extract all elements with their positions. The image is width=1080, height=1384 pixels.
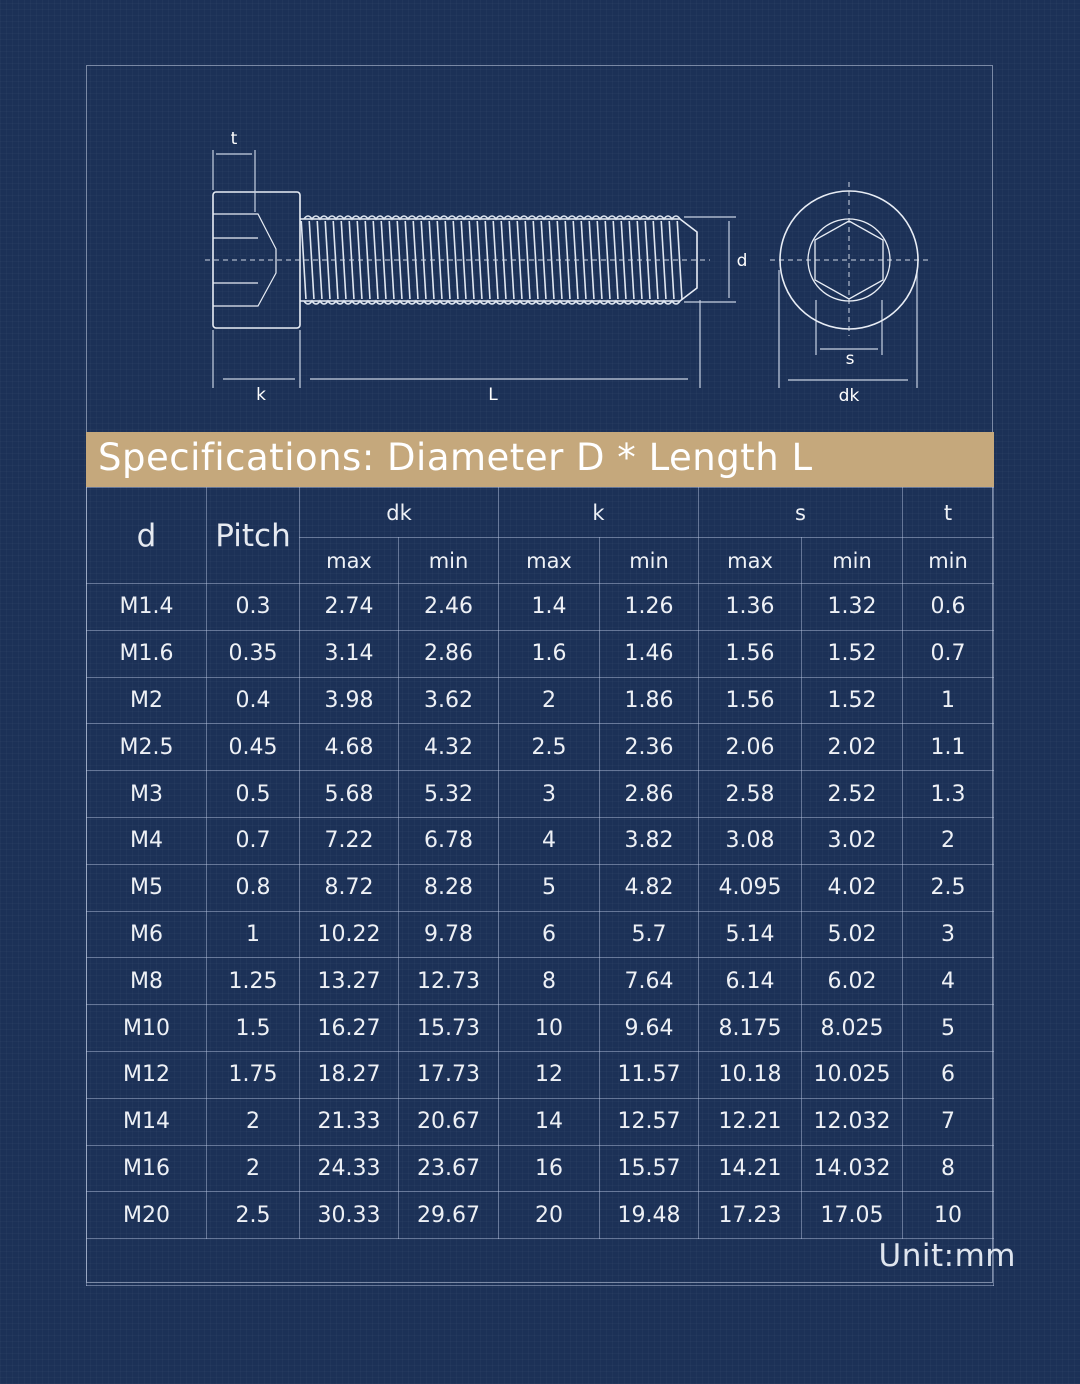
cell-pitch: 2.5 — [207, 1192, 300, 1239]
cell-t-min: 3 — [903, 911, 994, 958]
header-k-min: min — [600, 538, 699, 584]
table-row — [87, 911, 994, 958]
cell-t-min: 5 — [903, 1005, 994, 1052]
cell-k-min: 7.64 — [600, 958, 699, 1005]
cell-pitch: 0.45 — [207, 724, 300, 771]
table-row — [87, 1098, 994, 1145]
cell-d: M14 — [87, 1098, 207, 1145]
cell-dk-max: 24.33 — [300, 1145, 399, 1192]
cell-k-max: 1.4 — [499, 584, 600, 631]
cell-d: M1.4 — [87, 584, 207, 631]
cell-dk-min: 8.28 — [399, 864, 499, 911]
header-t: t — [903, 488, 994, 538]
cell-d: M2 — [87, 677, 207, 724]
header-s-min: min — [802, 538, 903, 584]
header-d: d — [87, 488, 207, 584]
cell-s-max: 6.14 — [699, 958, 802, 1005]
cell-s-max: 3.08 — [699, 817, 802, 864]
cell-d: M2.5 — [87, 724, 207, 771]
cell-s-min: 6.02 — [802, 958, 903, 1005]
cell-t-min: 1 — [903, 677, 994, 724]
cell-k-min: 4.82 — [600, 864, 699, 911]
table-row — [87, 630, 994, 677]
cell-s-min: 2.52 — [802, 771, 903, 818]
cell-s-max: 5.14 — [699, 911, 802, 958]
cell-t-min: 2.5 — [903, 864, 994, 911]
cell-dk-min: 23.67 — [399, 1145, 499, 1192]
cell-s-min: 1.52 — [802, 677, 903, 724]
cell-s-min: 1.32 — [802, 584, 903, 631]
cell-pitch: 0.5 — [207, 771, 300, 818]
cell-d: M8 — [87, 958, 207, 1005]
cell-d: M5 — [87, 864, 207, 911]
cell-dk-max: 4.68 — [300, 724, 399, 771]
cell-t-min: 8 — [903, 1145, 994, 1192]
cell-dk-max: 21.33 — [300, 1098, 399, 1145]
cell-dk-min: 9.78 — [399, 911, 499, 958]
cell-dk-min: 2.46 — [399, 584, 499, 631]
table-row — [87, 864, 994, 911]
cell-s-min: 12.032 — [802, 1098, 903, 1145]
cell-k-min: 2.36 — [600, 724, 699, 771]
cell-pitch: 0.4 — [207, 677, 300, 724]
cell-dk-max: 10.22 — [300, 911, 399, 958]
cell-t-min: 6 — [903, 1051, 994, 1098]
cell-dk-min: 4.32 — [399, 724, 499, 771]
table-row — [87, 958, 994, 1005]
cell-s-max: 2.06 — [699, 724, 802, 771]
label-t: t — [230, 129, 238, 149]
cell-dk-max: 30.33 — [300, 1192, 399, 1239]
cell-pitch: 0.35 — [207, 630, 300, 677]
header-s: s — [699, 488, 903, 538]
cell-dk-min: 5.32 — [399, 771, 499, 818]
table-row — [87, 1192, 994, 1239]
table-row — [87, 817, 994, 864]
cell-s-min: 10.025 — [802, 1051, 903, 1098]
cell-s-max: 14.21 — [699, 1145, 802, 1192]
cell-d: M6 — [87, 911, 207, 958]
cell-s-min: 5.02 — [802, 911, 903, 958]
cell-s-max: 1.56 — [699, 677, 802, 724]
header-dk-max: max — [300, 538, 399, 584]
cell-d: M20 — [87, 1192, 207, 1239]
cell-k-max: 8 — [499, 958, 600, 1005]
cell-k-max: 6 — [499, 911, 600, 958]
cell-t-min: 10 — [903, 1192, 994, 1239]
cell-t-min: 0.7 — [903, 630, 994, 677]
cell-k-max: 2.5 — [499, 724, 600, 771]
cell-pitch: 1 — [207, 911, 300, 958]
cell-pitch: 0.3 — [207, 584, 300, 631]
header-pitch: Pitch — [207, 488, 300, 584]
cell-pitch: 1.25 — [207, 958, 300, 1005]
cell-k-min: 12.57 — [600, 1098, 699, 1145]
cell-s-max: 17.23 — [699, 1192, 802, 1239]
table-row — [87, 771, 994, 818]
cell-k-min: 3.82 — [600, 817, 699, 864]
header-k: k — [499, 488, 699, 538]
table-row — [87, 1145, 994, 1192]
cell-dk-max: 2.74 — [300, 584, 399, 631]
cell-k-max: 14 — [499, 1098, 600, 1145]
header-t-min: min — [903, 538, 994, 584]
cell-t-min: 4 — [903, 958, 994, 1005]
cell-s-max: 10.18 — [699, 1051, 802, 1098]
cell-pitch: 2 — [207, 1145, 300, 1192]
spec-table — [86, 487, 994, 1286]
table-row — [87, 724, 994, 771]
cell-s-max: 4.095 — [699, 864, 802, 911]
cell-pitch: 2 — [207, 1098, 300, 1145]
cell-s-max: 12.21 — [699, 1098, 802, 1145]
banner-title: Specifications: Diameter D * Length L — [98, 436, 813, 479]
label-L: L — [488, 385, 498, 405]
cell-k-max: 4 — [499, 817, 600, 864]
cell-pitch: 0.7 — [207, 817, 300, 864]
cell-s-min: 4.02 — [802, 864, 903, 911]
cell-dk-max: 5.68 — [300, 771, 399, 818]
cell-k-max: 2 — [499, 677, 600, 724]
table-row — [87, 1005, 994, 1052]
header-k-max: max — [499, 538, 600, 584]
cell-k-max: 10 — [499, 1005, 600, 1052]
cell-t-min: 7 — [903, 1098, 994, 1145]
cell-s-min: 8.025 — [802, 1005, 903, 1052]
cell-k-min: 1.86 — [600, 677, 699, 724]
cell-d: M10 — [87, 1005, 207, 1052]
label-s: s — [845, 349, 855, 369]
cell-d: M4 — [87, 817, 207, 864]
cell-s-max: 1.56 — [699, 630, 802, 677]
cell-s-min: 2.02 — [802, 724, 903, 771]
cell-s-min: 17.05 — [802, 1192, 903, 1239]
cell-k-min: 5.7 — [600, 911, 699, 958]
cell-dk-min: 29.67 — [399, 1192, 499, 1239]
cell-dk-min: 15.73 — [399, 1005, 499, 1052]
cell-dk-max: 7.22 — [300, 817, 399, 864]
cell-t-min: 2 — [903, 817, 994, 864]
table-row — [87, 1051, 994, 1098]
cell-dk-min: 12.73 — [399, 958, 499, 1005]
header-s-max: max — [699, 538, 802, 584]
unit-row — [87, 1239, 994, 1286]
label-d: d — [736, 251, 748, 271]
cell-s-min: 14.032 — [802, 1145, 903, 1192]
cell-s-min: 1.52 — [802, 630, 903, 677]
cell-k-min: 2.86 — [600, 771, 699, 818]
cell-dk-max: 18.27 — [300, 1051, 399, 1098]
cell-k-max: 16 — [499, 1145, 600, 1192]
spec-table-body — [87, 584, 994, 1239]
table-row — [87, 584, 994, 631]
cell-d: M16 — [87, 1145, 207, 1192]
cell-dk-min: 6.78 — [399, 817, 499, 864]
cell-dk-max: 13.27 — [300, 958, 399, 1005]
cell-dk-min: 3.62 — [399, 677, 499, 724]
cell-s-max: 8.175 — [699, 1005, 802, 1052]
cell-s-max: 2.58 — [699, 771, 802, 818]
spec-banner — [86, 432, 994, 487]
cell-pitch: 0.8 — [207, 864, 300, 911]
label-k: k — [256, 385, 266, 405]
cell-k-max: 20 — [499, 1192, 600, 1239]
cell-k-min: 1.46 — [600, 630, 699, 677]
cell-k-max: 1.6 — [499, 630, 600, 677]
cell-dk-min: 2.86 — [399, 630, 499, 677]
cell-s-min: 3.02 — [802, 817, 903, 864]
cell-dk-max: 3.14 — [300, 630, 399, 677]
cell-k-min: 19.48 — [600, 1192, 699, 1239]
cell-k-max: 5 — [499, 864, 600, 911]
cell-t-min: 1.1 — [903, 724, 994, 771]
cell-d: M12 — [87, 1051, 207, 1098]
cell-s-max: 1.36 — [699, 584, 802, 631]
table-row — [87, 677, 994, 724]
cell-dk-min: 17.73 — [399, 1051, 499, 1098]
cell-pitch: 1.5 — [207, 1005, 300, 1052]
cell-dk-max: 16.27 — [300, 1005, 399, 1052]
cell-dk-max: 8.72 — [300, 864, 399, 911]
cell-k-min: 11.57 — [600, 1051, 699, 1098]
label-dk: dk — [838, 386, 860, 406]
unit-label: Unit:mm — [878, 1238, 1016, 1274]
cell-k-min: 1.26 — [600, 584, 699, 631]
cell-t-min: 0.6 — [903, 584, 994, 631]
cell-dk-min: 20.67 — [399, 1098, 499, 1145]
cell-k-max: 3 — [499, 771, 600, 818]
screw-diagram — [0, 0, 1080, 432]
cell-dk-max: 3.98 — [300, 677, 399, 724]
cell-pitch: 1.75 — [207, 1051, 300, 1098]
cell-k-min: 15.57 — [600, 1145, 699, 1192]
cell-d: M1.6 — [87, 630, 207, 677]
cell-k-max: 12 — [499, 1051, 600, 1098]
cell-t-min: 1.3 — [903, 771, 994, 818]
cell-k-min: 9.64 — [600, 1005, 699, 1052]
header-dk: dk — [300, 488, 499, 538]
header-dk-min: min — [399, 538, 499, 584]
cell-d: M3 — [87, 771, 207, 818]
